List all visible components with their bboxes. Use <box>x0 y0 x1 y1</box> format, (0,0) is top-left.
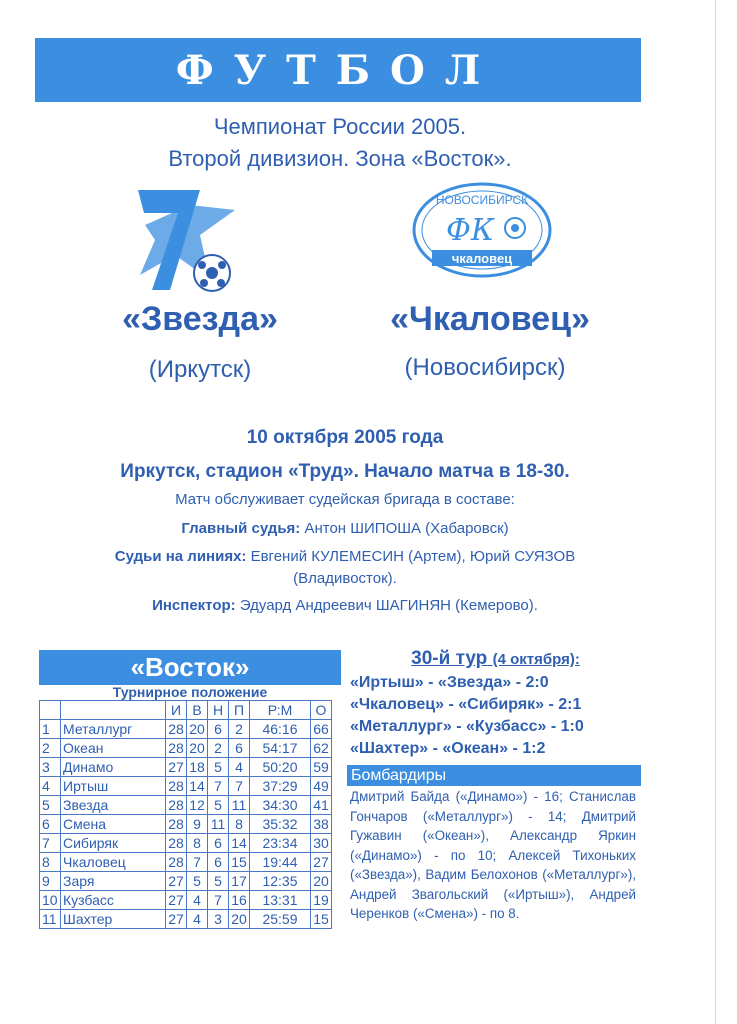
cell-played: 27 <box>166 872 187 891</box>
standings-title: «Восток» <box>39 650 341 685</box>
cell-position: 10 <box>40 891 61 910</box>
home-city: (Иркутск) <box>148 356 252 383</box>
cell-goals: 12:35 <box>250 872 311 891</box>
result-2: «Чкаловец» - «Сибиряк» - 2:1 <box>350 696 582 713</box>
cell-position: 7 <box>40 834 61 853</box>
cell-won: 4 <box>187 910 208 929</box>
cell-position: 3 <box>40 758 61 777</box>
zvezda-logo-icon <box>130 185 260 300</box>
header-won: В <box>187 701 208 720</box>
cell-team: Смена <box>61 815 166 834</box>
cell-lost: 17 <box>229 872 250 891</box>
cell-points: 19 <box>311 891 332 910</box>
inspector-name: Эдуард Андреевич ШАГИНЯН (Кемерово). <box>239 597 538 614</box>
table-row <box>40 777 332 796</box>
cell-played: 27 <box>166 910 187 929</box>
cell-played: 28 <box>166 796 187 815</box>
table-row <box>40 891 332 910</box>
cell-drawn: 7 <box>208 891 229 910</box>
cell-drawn: 3 <box>208 910 229 929</box>
cell-drawn: 11 <box>208 815 229 834</box>
home-team: «Звезда» <box>122 300 278 338</box>
scorers-text: Дмитрий Байда («Динамо») - 16; Станислав Гончаров («Металлург») - 14; Дмитрий Гужавин («Океан»), Александр Яркин («Динамо») - по 10; Алексей Тихоньких («Звезда»), Вадим Белохонов («Металлург»), Андрей Звагольский («Иртыш»), Андрей Черенков («Смена») - по 8. <box>350 789 636 921</box>
cell-won: 4 <box>187 891 208 910</box>
cell-played: 28 <box>166 853 187 872</box>
cell-lost: 8 <box>229 815 250 834</box>
cell-won: 9 <box>187 815 208 834</box>
cell-position: 4 <box>40 777 61 796</box>
cell-drawn: 5 <box>208 872 229 891</box>
table-row <box>40 758 332 777</box>
tour-title <box>348 648 643 670</box>
banner-title: ФУТБОЛ <box>175 46 501 94</box>
cell-won: 20 <box>187 720 208 739</box>
emblem-club-text: чкаловец <box>451 251 513 266</box>
cell-drawn: 6 <box>208 834 229 853</box>
cell-won: 20 <box>187 739 208 758</box>
cell-drawn: 5 <box>208 758 229 777</box>
championship-line: Чемпионат России 2005. <box>213 114 467 139</box>
header-points: О <box>311 701 332 720</box>
away-city: (Новосибирск) <box>404 354 566 381</box>
cell-drawn: 6 <box>208 853 229 872</box>
referee-label: Главный судья: <box>181 520 301 537</box>
cell-drawn: 6 <box>208 720 229 739</box>
table-row <box>40 872 332 891</box>
cell-won: 5 <box>187 872 208 891</box>
cell-played: 27 <box>166 891 187 910</box>
tour-date: (4 октября): <box>492 651 580 668</box>
cell-points: 20 <box>311 872 332 891</box>
cell-played: 28 <box>166 720 187 739</box>
table-row <box>40 834 332 853</box>
cell-goals: 19:44 <box>250 853 311 872</box>
cell-lost: 6 <box>229 739 250 758</box>
title-banner <box>35 38 641 102</box>
cell-position: 9 <box>40 872 61 891</box>
officials-intro: Матч обслуживает судейская бригада в составе: <box>175 491 515 508</box>
cell-drawn: 7 <box>208 777 229 796</box>
cell-points: 30 <box>311 834 332 853</box>
header-played: И <box>166 701 187 720</box>
cell-won: 12 <box>187 796 208 815</box>
cell-team: Кузбасс <box>61 891 166 910</box>
cell-points: 62 <box>311 739 332 758</box>
cell-points: 15 <box>311 910 332 929</box>
cell-position: 5 <box>40 796 61 815</box>
cell-won: 7 <box>187 853 208 872</box>
emblem-city-text: НОВОСИБИРСК <box>435 193 529 207</box>
cell-goals: 23:34 <box>250 834 311 853</box>
cell-played: 28 <box>166 815 187 834</box>
cell-points: 38 <box>311 815 332 834</box>
cell-goals: 35:32 <box>250 815 311 834</box>
cell-lost: 4 <box>229 758 250 777</box>
chkalovets-logo-icon <box>410 180 555 280</box>
cell-position: 1 <box>40 720 61 739</box>
cell-position: 11 <box>40 910 61 929</box>
match-venue: Иркутск, стадион «Труд». Начало матча в 18-30. <box>120 461 570 482</box>
cell-team: Шахтер <box>61 910 166 929</box>
scorers-title: Бомбардиры <box>347 765 641 786</box>
cell-won: 14 <box>187 777 208 796</box>
cell-position: 2 <box>40 739 61 758</box>
linesmen-names: Евгений КУЛЕМЕСИН (Артем), Юрий СУЯЗОВ <box>250 548 576 565</box>
cell-points: 66 <box>311 720 332 739</box>
result-1: «Иртыш» - «Звезда» - 2:0 <box>350 674 549 691</box>
cell-team: Иртыш <box>61 777 166 796</box>
table-row <box>40 739 332 758</box>
standings-subtitle: Турнирное положение <box>112 684 268 700</box>
division-line: Второй дивизион. Зона «Восток». <box>168 146 512 171</box>
cell-lost: 11 <box>229 796 250 815</box>
linesmen-label: Судьи на линиях: <box>114 548 247 565</box>
inspector-line <box>0 597 690 614</box>
cell-points: 41 <box>311 796 332 815</box>
cell-goals: 34:30 <box>250 796 311 815</box>
table-row <box>40 853 332 872</box>
referee-line <box>0 520 690 537</box>
away-team: «Чкаловец» <box>390 300 590 338</box>
referee-name: Антон ШИПОША (Хабаровск) <box>304 520 509 537</box>
inspector-label: Инспектор: <box>152 597 236 614</box>
cell-points: 49 <box>311 777 332 796</box>
linesmen-line <box>0 548 690 565</box>
tour-number: 30-й тур <box>411 648 488 669</box>
cell-team: Металлург <box>61 720 166 739</box>
cell-lost: 16 <box>229 891 250 910</box>
result-4: «Шахтер» - «Океан» - 1:2 <box>350 740 546 757</box>
cell-position: 8 <box>40 853 61 872</box>
cell-goals: 13:31 <box>250 891 311 910</box>
match-date: 10 октября 2005 года <box>246 427 444 448</box>
cell-points: 59 <box>311 758 332 777</box>
cell-team: Сибиряк <box>61 834 166 853</box>
table-row <box>40 720 332 739</box>
cell-team: Океан <box>61 739 166 758</box>
cell-drawn: 2 <box>208 739 229 758</box>
cell-played: 28 <box>166 739 187 758</box>
standings-table <box>39 700 332 929</box>
cell-lost: 2 <box>229 720 250 739</box>
cell-played: 27 <box>166 758 187 777</box>
standings-header-row <box>40 701 332 720</box>
linesmen-cont: (Владивосток). <box>293 570 397 587</box>
cell-points: 27 <box>311 853 332 872</box>
cell-drawn: 5 <box>208 796 229 815</box>
emblem-fk-text: ФК <box>445 213 495 248</box>
cell-played: 28 <box>166 834 187 853</box>
cell-team: Заря <box>61 872 166 891</box>
cell-position: 6 <box>40 815 61 834</box>
cell-goals: 25:59 <box>250 910 311 929</box>
cell-goals: 37:29 <box>250 777 311 796</box>
table-row <box>40 815 332 834</box>
cell-won: 18 <box>187 758 208 777</box>
cell-lost: 20 <box>229 910 250 929</box>
result-3: «Металлург» - «Кузбасс» - 1:0 <box>350 718 584 735</box>
table-row <box>40 910 332 929</box>
cell-team: Динамо <box>61 758 166 777</box>
cell-played: 28 <box>166 777 187 796</box>
cell-goals: 54:17 <box>250 739 311 758</box>
cell-team: Чкаловец <box>61 853 166 872</box>
cell-goals: 46:16 <box>250 720 311 739</box>
cell-won: 8 <box>187 834 208 853</box>
cell-lost: 7 <box>229 777 250 796</box>
cell-lost: 14 <box>229 834 250 853</box>
cell-lost: 15 <box>229 853 250 872</box>
cell-team: Звезда <box>61 796 166 815</box>
header-drawn: Н <box>208 701 229 720</box>
header-goals: Р:М <box>250 701 311 720</box>
cell-goals: 50:20 <box>250 758 311 777</box>
header-lost: П <box>229 701 250 720</box>
table-row <box>40 796 332 815</box>
